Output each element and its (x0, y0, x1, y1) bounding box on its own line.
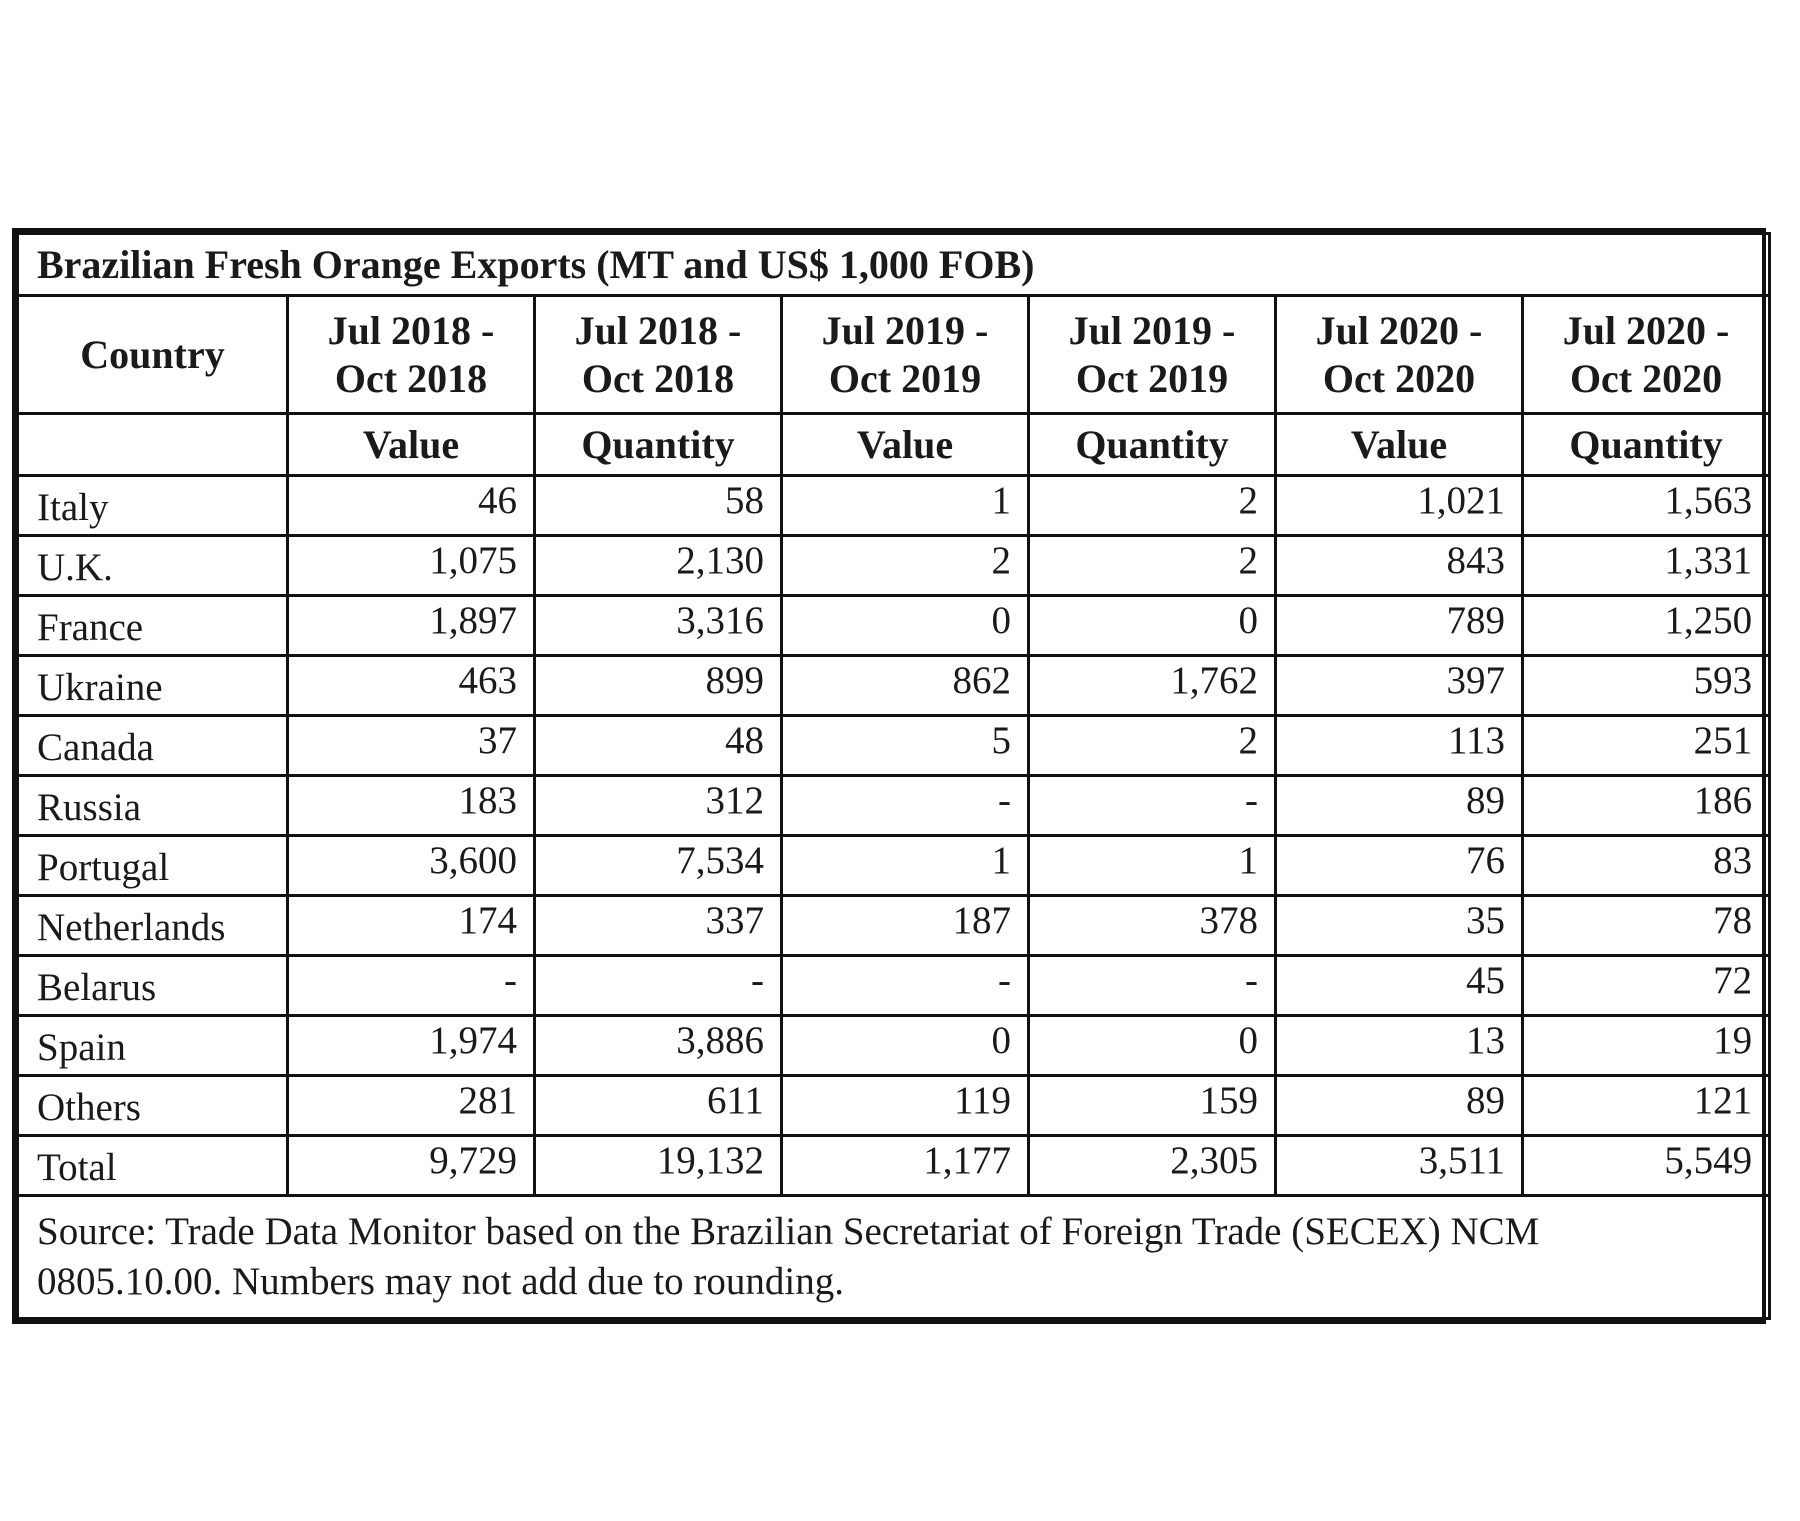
value-cell: 9,729 (288, 1136, 535, 1196)
period-header: Jul 2020 - Oct 2020 (1523, 296, 1770, 414)
country-cell: Netherlands (18, 896, 288, 956)
value-cell: 1 (782, 476, 1029, 536)
table-body (18, 476, 1770, 1196)
value-cell: 89 (1276, 776, 1523, 836)
value-cell: 1,250 (1523, 596, 1770, 656)
sub-header: Value (782, 414, 1029, 476)
country-cell: Ukraine (18, 656, 288, 716)
sub-header: Value (1276, 414, 1523, 476)
value-cell: 19 (1523, 1016, 1770, 1076)
table-row (18, 776, 1770, 836)
value-cell: 113 (1276, 716, 1523, 776)
value-cell: 186 (1523, 776, 1770, 836)
country-cell: Italy (18, 476, 288, 536)
value-cell: 593 (1523, 656, 1770, 716)
value-cell: 58 (535, 476, 782, 536)
table-row (18, 956, 1770, 1016)
value-cell: - (535, 956, 782, 1016)
value-cell: 312 (535, 776, 782, 836)
value-cell: 463 (288, 656, 535, 716)
country-cell: Others (18, 1076, 288, 1136)
value-cell: 2 (782, 536, 1029, 596)
value-cell: 2,305 (1029, 1136, 1276, 1196)
value-cell: 76 (1276, 836, 1523, 896)
table-row (18, 896, 1770, 956)
sub-header: Quantity (1029, 414, 1276, 476)
sub-header: Quantity (1523, 414, 1770, 476)
sub-header: Value (288, 414, 535, 476)
table-row (18, 596, 1770, 656)
value-cell: 5,549 (1523, 1136, 1770, 1196)
value-cell: 862 (782, 656, 1029, 716)
value-cell: 1,331 (1523, 536, 1770, 596)
value-cell: - (782, 956, 1029, 1016)
table-row (18, 1136, 1770, 1196)
value-cell: 789 (1276, 596, 1523, 656)
value-cell: 78 (1523, 896, 1770, 956)
value-cell: 2 (1029, 536, 1276, 596)
country-cell: Belarus (18, 956, 288, 1016)
value-cell: 2,130 (535, 536, 782, 596)
value-cell: 174 (288, 896, 535, 956)
country-cell: Portugal (18, 836, 288, 896)
table-title-row (18, 234, 1770, 296)
table-row (18, 1016, 1770, 1076)
value-cell: 37 (288, 716, 535, 776)
value-cell: 337 (535, 896, 782, 956)
exports-table-container (12, 228, 1766, 1324)
value-cell: 843 (1276, 536, 1523, 596)
source-row (18, 1196, 1770, 1319)
source-note: Source: Trade Data Monitor based on the Brazilian Secretariat of Foreign Trade (SECEX) NCM 0805.10.00. Numbers may not add due to rounding. (18, 1196, 1770, 1319)
value-cell: 1,974 (288, 1016, 535, 1076)
value-cell: 0 (1029, 596, 1276, 656)
value-cell: - (288, 956, 535, 1016)
value-cell: 1,563 (1523, 476, 1770, 536)
table-row (18, 476, 1770, 536)
exports-table (16, 232, 1771, 1320)
value-cell: 1,177 (782, 1136, 1029, 1196)
value-cell: 121 (1523, 1076, 1770, 1136)
value-cell: 72 (1523, 956, 1770, 1016)
value-cell: 7,534 (535, 836, 782, 896)
table-row (18, 656, 1770, 716)
value-cell: 0 (782, 1016, 1029, 1076)
table-title: Brazilian Fresh Orange Exports (MT and US$ 1,000 FOB) (18, 234, 1770, 296)
value-cell: 83 (1523, 836, 1770, 896)
value-cell: 899 (535, 656, 782, 716)
value-cell: 2 (1029, 716, 1276, 776)
value-cell: 89 (1276, 1076, 1523, 1136)
value-cell: 1 (782, 836, 1029, 896)
period-header: Jul 2020 - Oct 2020 (1276, 296, 1523, 414)
value-cell: 5 (782, 716, 1029, 776)
value-cell: 1 (1029, 836, 1276, 896)
period-header: Jul 2019 - Oct 2019 (782, 296, 1029, 414)
value-cell: 3,600 (288, 836, 535, 896)
value-cell: 0 (782, 596, 1029, 656)
value-cell: - (782, 776, 1029, 836)
country-cell: Total (18, 1136, 288, 1196)
country-cell: U.K. (18, 536, 288, 596)
period-header: Jul 2018 - Oct 2018 (535, 296, 782, 414)
value-cell: 1,075 (288, 536, 535, 596)
value-cell: 48 (535, 716, 782, 776)
sub-header-row (18, 414, 1770, 476)
country-cell: France (18, 596, 288, 656)
country-cell: Spain (18, 1016, 288, 1076)
value-cell: 378 (1029, 896, 1276, 956)
value-cell: 1,897 (288, 596, 535, 656)
value-cell: 3,886 (535, 1016, 782, 1076)
value-cell: 45 (1276, 956, 1523, 1016)
value-cell: 1,762 (1029, 656, 1276, 716)
value-cell: 187 (782, 896, 1029, 956)
value-cell: - (1029, 776, 1276, 836)
period-header-row (18, 296, 1770, 414)
value-cell: 397 (1276, 656, 1523, 716)
value-cell: 46 (288, 476, 535, 536)
country-header: Country (18, 296, 288, 414)
value-cell: 251 (1523, 716, 1770, 776)
table-row (18, 1076, 1770, 1136)
value-cell: 119 (782, 1076, 1029, 1136)
value-cell: 19,132 (535, 1136, 782, 1196)
value-cell: - (1029, 956, 1276, 1016)
table-row (18, 716, 1770, 776)
period-header: Jul 2018 - Oct 2018 (288, 296, 535, 414)
value-cell: 159 (1029, 1076, 1276, 1136)
sub-header: Quantity (535, 414, 782, 476)
value-cell: 611 (535, 1076, 782, 1136)
value-cell: 35 (1276, 896, 1523, 956)
value-cell: 1,021 (1276, 476, 1523, 536)
value-cell: 281 (288, 1076, 535, 1136)
value-cell: 183 (288, 776, 535, 836)
table-row (18, 836, 1770, 896)
period-header: Jul 2019 - Oct 2019 (1029, 296, 1276, 414)
value-cell: 3,511 (1276, 1136, 1523, 1196)
value-cell: 3,316 (535, 596, 782, 656)
value-cell: 0 (1029, 1016, 1276, 1076)
value-cell: 2 (1029, 476, 1276, 536)
country-cell: Russia (18, 776, 288, 836)
table-row (18, 536, 1770, 596)
value-cell: 13 (1276, 1016, 1523, 1076)
sub-header-empty (18, 414, 288, 476)
country-cell: Canada (18, 716, 288, 776)
